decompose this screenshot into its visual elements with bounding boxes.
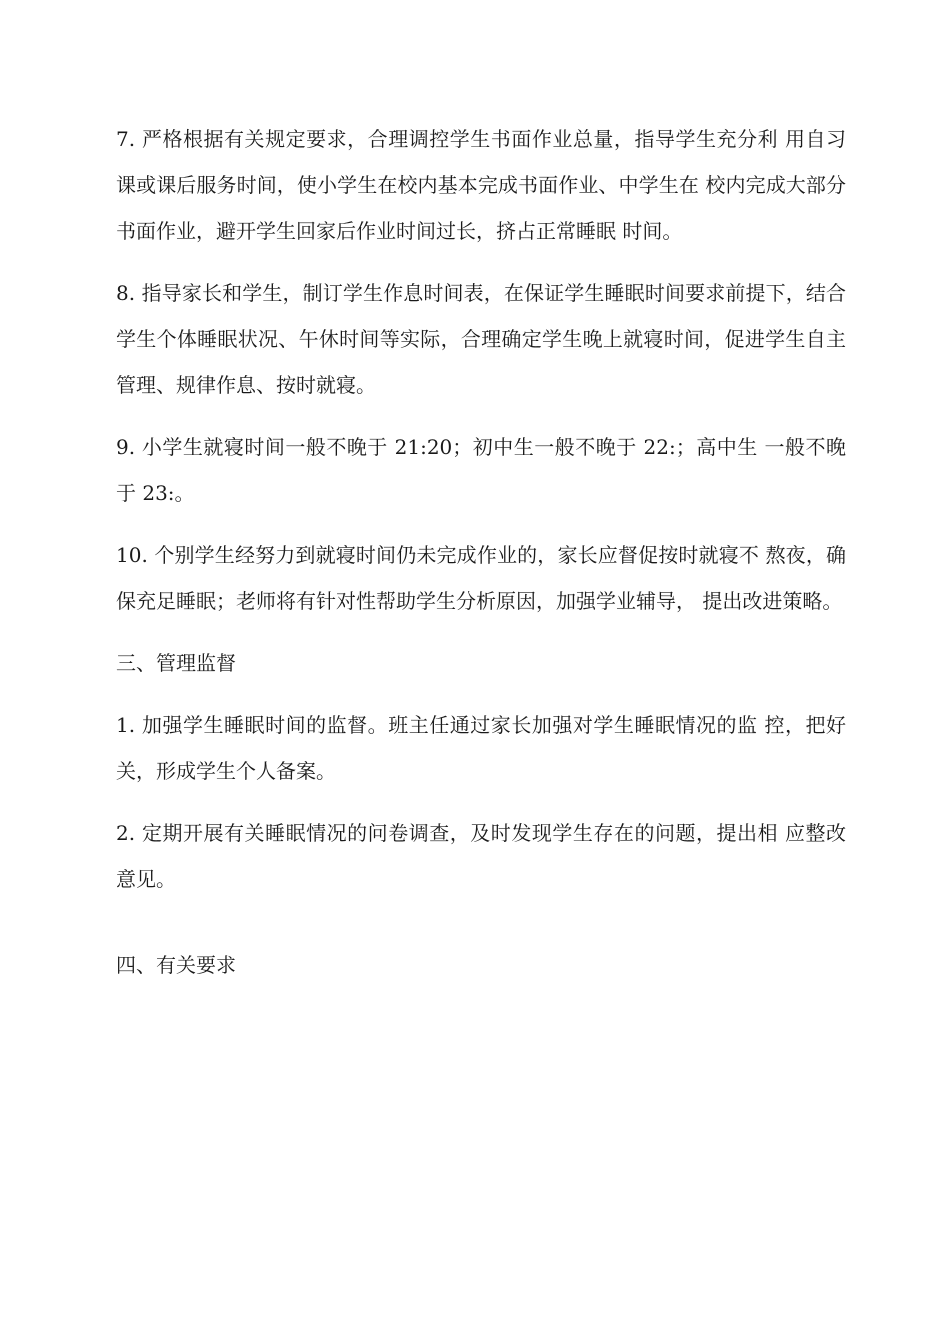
paragraph-7: 7. 严格根据有关规定要求，合理调控学生书面作业总量，指导学生充分利 用自习课或课后服务时间，使小学生在校内基本完成书面作业、中学生在 校内完成大部分书面作业，避开学生回家后作业时间过长，挤占正常睡眠 时间。 (116, 127, 846, 243)
management-item-2: 2. 定期开展有关睡眠情况的问卷调查，及时发现学生存在的问题，提出相 应整改意见。 (116, 821, 846, 891)
paragraph-10: 10. 个别学生经努力到就寝时间仍未完成作业的，家长应督促按时就寝不 熬夜，确保充足睡眠；老师将有针对性帮助学生分析原因，加强学业辅导， 提出改进策略。 (116, 543, 846, 613)
paragraph-9: 9. 小学生就寝时间一般不晚于 21:20；初中生一般不晚于 22:；高中生 一般不晚于 23:。 (116, 435, 846, 505)
management-item-1: 1. 加强学生睡眠时间的监督。班主任通过家长加强对学生睡眠情况的监 控，把好关，形成学生个人备案。 (116, 713, 846, 783)
paragraph-8: 8. 指导家长和学生，制订学生作息时间表，在保证学生睡眠时间要求前提下，结合学生个体睡眠状况、午休时间等实际，合理确定学生晚上就寝时间，促进学生自主管理、规律作息、按时就寝。 (116, 281, 846, 397)
document-page (116, 116, 846, 1004)
section-heading-requirements: 四、有关要求 (116, 953, 236, 977)
section-heading-management: 三、管理监督 (116, 651, 236, 675)
